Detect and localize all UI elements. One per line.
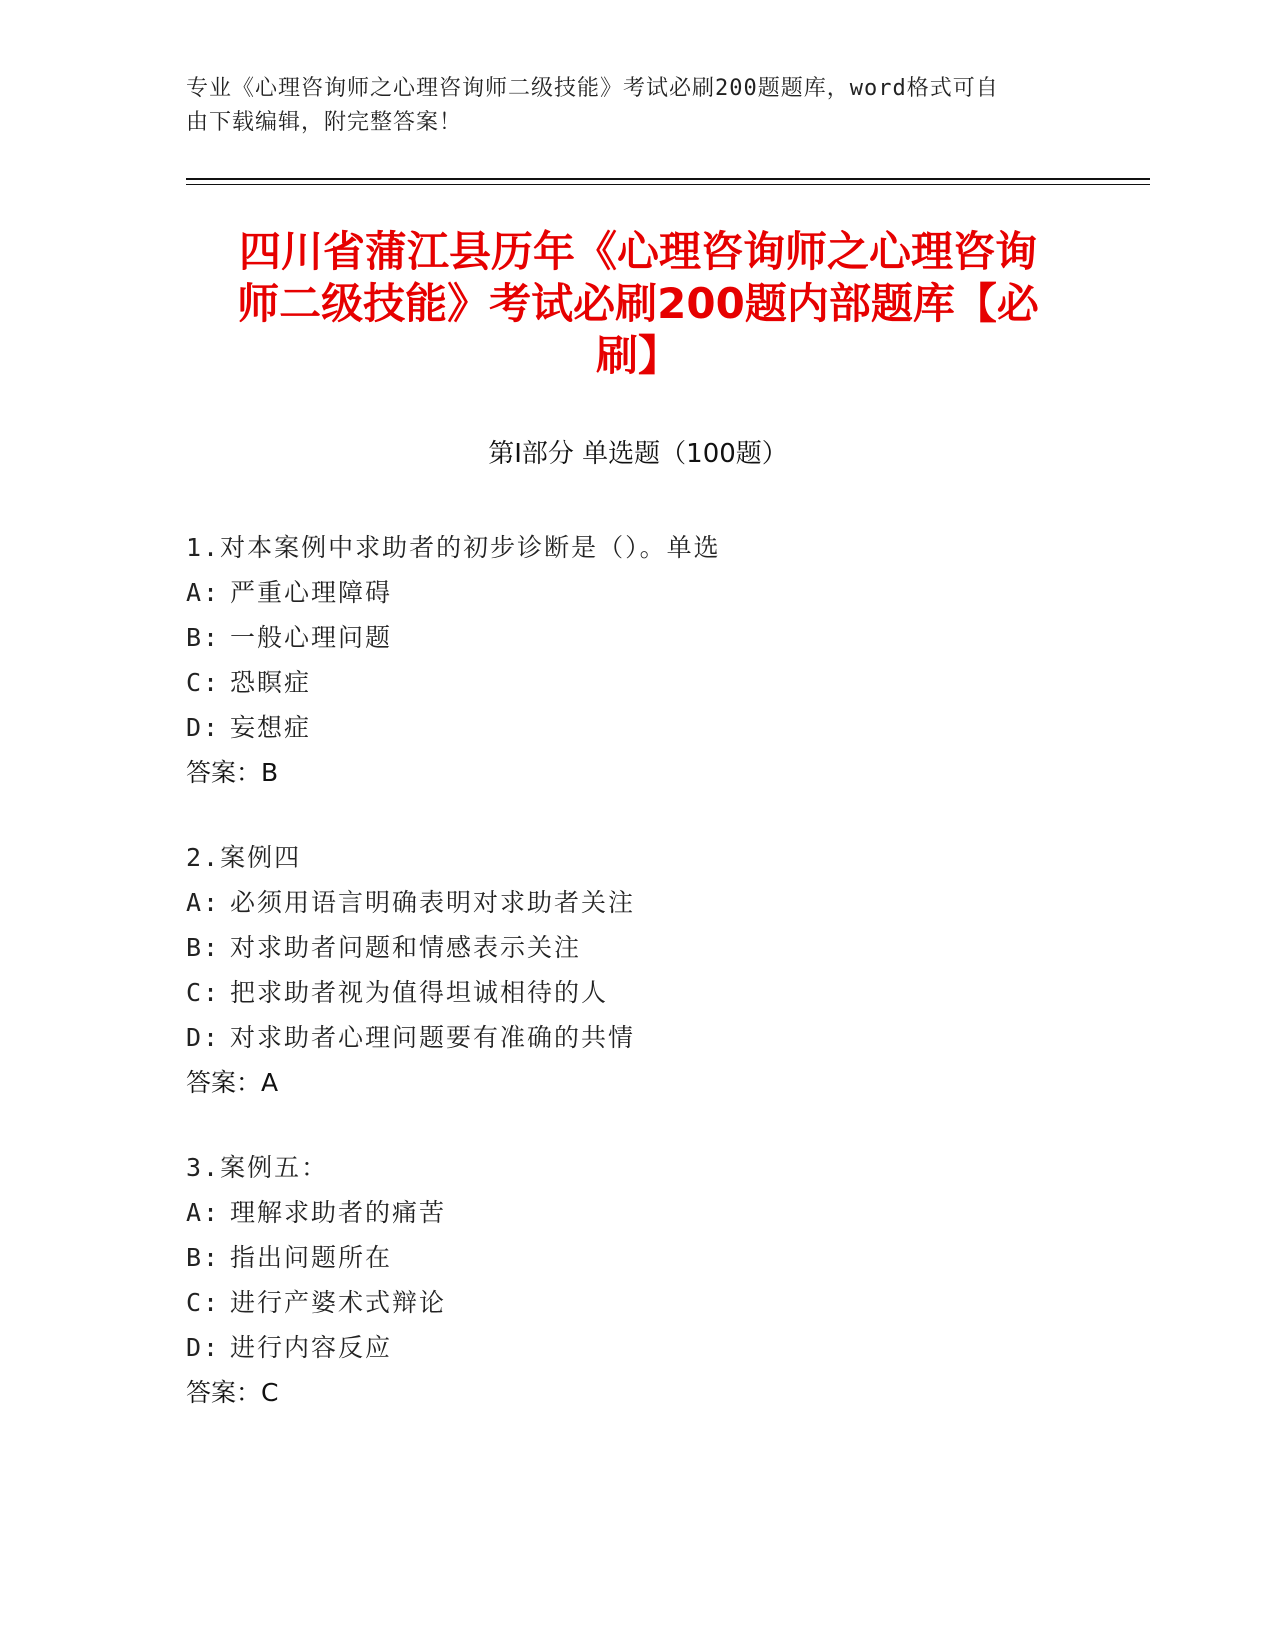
- document-title-line-1: 四川省蒲江县历年《心理咨询师之心理咨询: [238, 227, 1037, 276]
- option-prefix: C:: [186, 668, 221, 697]
- answer-value: C: [261, 1378, 279, 1407]
- option-text: 一般心理问题: [230, 623, 393, 652]
- option-text: 严重心理障碍: [230, 578, 393, 607]
- option-a: [186, 1190, 1086, 1235]
- option-b: [186, 615, 1086, 660]
- header-note-line-2: 由下载编辑，附完整答案！: [186, 110, 463, 135]
- option-prefix: C:: [186, 1288, 221, 1317]
- question-stem: 2.案例四: [186, 843, 302, 872]
- answer-value: A: [261, 1068, 279, 1097]
- option-text: 指出问题所在: [230, 1243, 393, 1272]
- option-prefix: B:: [186, 623, 221, 652]
- answer: [186, 1060, 1086, 1105]
- option-text: 理解求助者的痛苦: [230, 1198, 447, 1227]
- option-d: [186, 1015, 1086, 1060]
- option-c: [186, 1280, 1086, 1325]
- option-text: 把求助者视为值得坦诚相待的人: [230, 978, 609, 1007]
- option-text: 必须用语言明确表明对求助者关注: [230, 888, 636, 917]
- option-d: [186, 705, 1086, 750]
- answer: [186, 750, 1086, 795]
- option-a: [186, 570, 1086, 615]
- option-a: [186, 880, 1086, 925]
- header-note: [186, 72, 1066, 140]
- answer-value: B: [261, 758, 279, 787]
- option-prefix: D:: [186, 1023, 221, 1052]
- header-note-line-1: 专业《心理咨询师之心理咨询师二级技能》考试必刷200题题库，word格式可自: [186, 76, 999, 101]
- question-1: [186, 525, 1086, 795]
- document-title: [186, 226, 1090, 382]
- option-text: 恐瞑症: [230, 668, 312, 697]
- option-text: 进行产婆术式辩论: [230, 1288, 447, 1317]
- option-b: [186, 925, 1086, 970]
- option-b: [186, 1235, 1086, 1280]
- question-stem: 1.对本案例中求助者的初步诊断是（）。单选: [186, 533, 721, 562]
- question-2: [186, 835, 1086, 1105]
- option-prefix: D:: [186, 1333, 221, 1362]
- option-text: 对求助者心理问题要有准确的共情: [230, 1023, 636, 1052]
- header-rule-thin: [186, 184, 1150, 185]
- answer-label: 答案：: [186, 1068, 262, 1097]
- option-prefix: A:: [186, 578, 221, 607]
- question-3: [186, 1145, 1086, 1415]
- option-prefix: B:: [186, 933, 221, 962]
- option-prefix: A:: [186, 888, 221, 917]
- option-text: 进行内容反应: [230, 1333, 393, 1362]
- option-prefix: D:: [186, 713, 221, 742]
- question-stem: 3.案例五：: [186, 1153, 329, 1182]
- question-list: [186, 525, 1086, 1455]
- option-prefix: B:: [186, 1243, 221, 1272]
- option-c: [186, 970, 1086, 1015]
- section-heading: 第I部分 单选题（100题）: [488, 439, 788, 469]
- answer: [186, 1370, 1086, 1415]
- document-title-line-2: 师二级技能》考试必刷200题内部题库【必: [237, 279, 1039, 328]
- document-title-line-3: 刷】: [595, 331, 680, 380]
- option-prefix: A:: [186, 1198, 221, 1227]
- option-prefix: C:: [186, 978, 221, 1007]
- answer-label: 答案：: [186, 758, 262, 787]
- option-text: 妄想症: [230, 713, 312, 742]
- option-text: 对求助者问题和情感表示关注: [230, 933, 582, 962]
- header-rule-thick: [186, 178, 1150, 180]
- option-d: [186, 1325, 1086, 1370]
- option-c: [186, 660, 1086, 705]
- answer-label: 答案：: [186, 1378, 262, 1407]
